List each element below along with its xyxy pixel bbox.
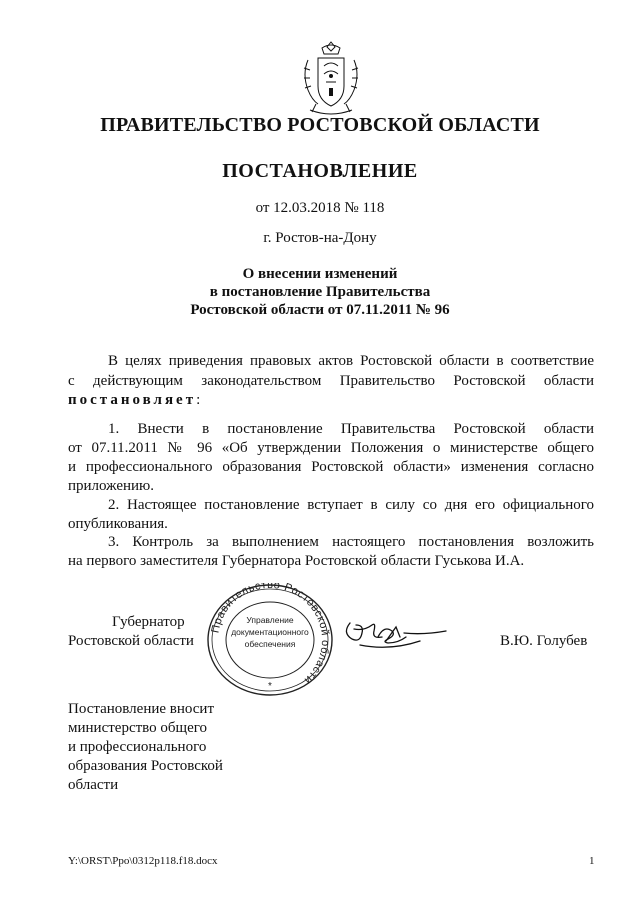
introduced-by-note bbox=[68, 700, 268, 795]
page-number: 1 bbox=[589, 855, 595, 867]
item-1-line: и профессионального образования Ростовской области» изменения согласно bbox=[68, 459, 594, 475]
signatory-region: Ростовской области bbox=[68, 633, 194, 649]
resolves-colon: : bbox=[196, 392, 201, 408]
item-3-line: на первого заместителя Губернатора Ростовской области Гуськова И.А. bbox=[68, 553, 525, 569]
introduced-by-line: Постановление вносит bbox=[68, 701, 215, 717]
file-path: Y:\ORST\Ppo\0312p118.f18.docx bbox=[68, 855, 218, 867]
introduced-by-line: и профессионального bbox=[68, 739, 207, 755]
item-1-line: приложению. bbox=[68, 478, 155, 494]
signatory-name: В.Ю. Голубев bbox=[500, 633, 588, 649]
seal-ring-text: Правительство Ростовской области bbox=[209, 583, 332, 687]
introduced-by-line: области bbox=[68, 777, 119, 793]
document-type: ПОСТАНОВЛЕНИЕ bbox=[222, 160, 418, 182]
coat-of-arms-icon bbox=[296, 38, 366, 118]
preamble-line: с действующим законодательством Правительство Ростовской области bbox=[68, 373, 594, 389]
handwritten-signature-icon bbox=[340, 615, 450, 660]
introduced-by-line: образования Ростовской bbox=[68, 758, 223, 774]
item-3-line: 3. Контроль за выполнением настоящего постановления возложить bbox=[108, 534, 594, 550]
item-2-line: 2. Настоящее постановление вступает в силу со дня его официального bbox=[108, 497, 594, 513]
item-1-line: от 07.11.2011 № 96 «Об утверждении Положения о министерстве общего bbox=[68, 440, 594, 456]
city: г. Ростов-на-Дону bbox=[263, 230, 377, 246]
item-1-line: 1. Внести в постановление Правительства Ростовской области bbox=[108, 421, 594, 437]
item-2-line: опубликования. bbox=[68, 516, 168, 532]
date-number: от 12.03.2018 № 118 bbox=[255, 200, 385, 216]
subject-line: Ростовской области от 07.11.2011 № 96 bbox=[190, 302, 450, 318]
seal-inner-line: документационного bbox=[231, 627, 309, 637]
subject-line: в постановление Правительства bbox=[209, 284, 431, 300]
preamble-line bbox=[68, 391, 594, 410]
introduced-by-line: министерство общего bbox=[68, 720, 208, 736]
signatory-title: Губернатор bbox=[112, 614, 185, 630]
preamble-line: В целях приведения правовых актов Ростовской области в соответствие bbox=[108, 353, 594, 369]
organization-title: ПРАВИТЕЛЬСТВО РОСТОВСКОЙ ОБЛАСТИ bbox=[100, 114, 540, 136]
round-seal-icon bbox=[205, 583, 335, 698]
resolves-keyword: постановляет bbox=[68, 392, 197, 408]
subject-line: О внесении изменений bbox=[242, 266, 398, 282]
seal-star: * bbox=[268, 681, 272, 692]
document-subject bbox=[0, 265, 640, 319]
seal-inner-line: обеспечения bbox=[244, 639, 296, 649]
seal-inner-line: Управление bbox=[246, 615, 294, 625]
